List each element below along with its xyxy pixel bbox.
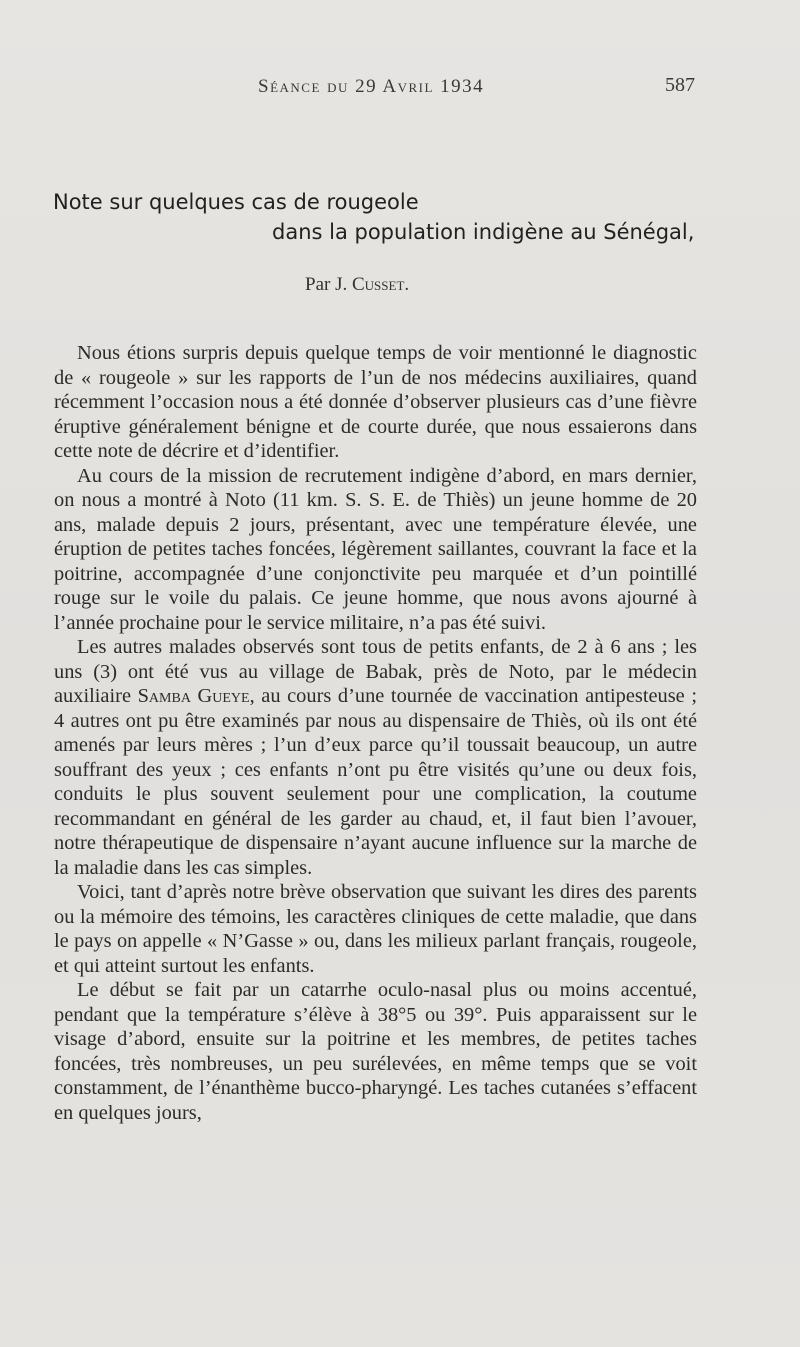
article-body: [54, 341, 697, 1125]
running-head: Séance du 29 Avril 1934: [258, 76, 485, 97]
paragraph-2: Au cours de la mission de recrutement indigène d’abord, en mars dernier, on nous a montré à Noto (11 km. S. S. E. de Thiès) un jeune homme de 20 ans, malade depuis 2 jours, présentant, avec une température élevée, une éruption de petites taches foncées, légèrement saillantes, couvrant la face et la poitrine, accompagnée d’une conjonctivite peu marquée et d’un pointillé rouge sur le voile du palais. Ce jeune homme, que nous avons ajourné à l’année prochaine pour le service militaire, n’a pas été suivi.: [54, 464, 697, 634]
paragraph-5: Le début se fait par un catarrhe oculo-nasal plus ou moins accentué, pendant que la température s’élève à 38°5 ou 39°. Puis apparaissent sur le visage d’abord, ensuite sur la poitrine et les membres, de petites taches foncées, très nombreuses, un peu surélevées, en même temps que se voit constamment, de l’énanthème bucco-pharyngé. Les taches cutanées s’effacent en quelques jours,: [54, 979, 697, 1124]
byline: [305, 274, 409, 296]
article-title-line-1: Note sur quelques cas de rougeole: [53, 190, 419, 214]
paragraph-1: Nous étions surpris depuis quelque temps de voir mentionné le diagnostic de « rougeole » sur les rapports de l’un de nos médecins auxiliaires, quand récemment l’occasion nous a été donnée d’observer plusieurs cas d’une fièvre éruptive généralement bénigne et de courte durée, que nous essaierons dans cette note de décrire et d’identifier.: [54, 342, 697, 462]
paragraph-3: [54, 635, 697, 880]
paragraph-4: Voici, tant d’après notre brève observation que suivant les dires des parents ou la mémoire des témoins, les caractères cliniques de cette maladie, que dans le pays on appelle « N’Gasse » ou, dans les milieux parlant français, rougeole, et qui atteint surtout les enfants.: [54, 881, 697, 977]
paragraph-3-text-before: Les autres malades observés sont tous de petits enfants, de 2 à 6 ans ; les uns (3) ont été vus au village de Babak, près de Noto, par le médecin auxiliaire: [54, 636, 697, 707]
paragraph-3-text-after: , au cours d’une tournée de vaccination antipesteuse ; 4 autres ont pu être examinés par nous au dispensaire de Thiès, où ils ont été amenés par leurs mères ; l’un d’eux parce qu’il toussait beaucoup, un autre souffrant des yeux ; ces enfants n’ont pu être visités qu’une ou deux fois, conduits le plus souvent seulement pour une complication, la coutume recommandant en général de les garder au chaud, et, il faut bien l’avouer, notre thérapeutique de dispensaire n’ayant aucune influence sur la marche de la maladie dans les cas simples.: [54, 685, 697, 879]
byline-prefix: Par J.: [305, 274, 348, 295]
article-title-line-2: dans la population indigène au Sénégal,: [272, 220, 695, 244]
byline-author: Cusset.: [351, 274, 410, 295]
page-number: 587: [665, 74, 695, 96]
person-name: Samba Gueye: [137, 685, 250, 707]
